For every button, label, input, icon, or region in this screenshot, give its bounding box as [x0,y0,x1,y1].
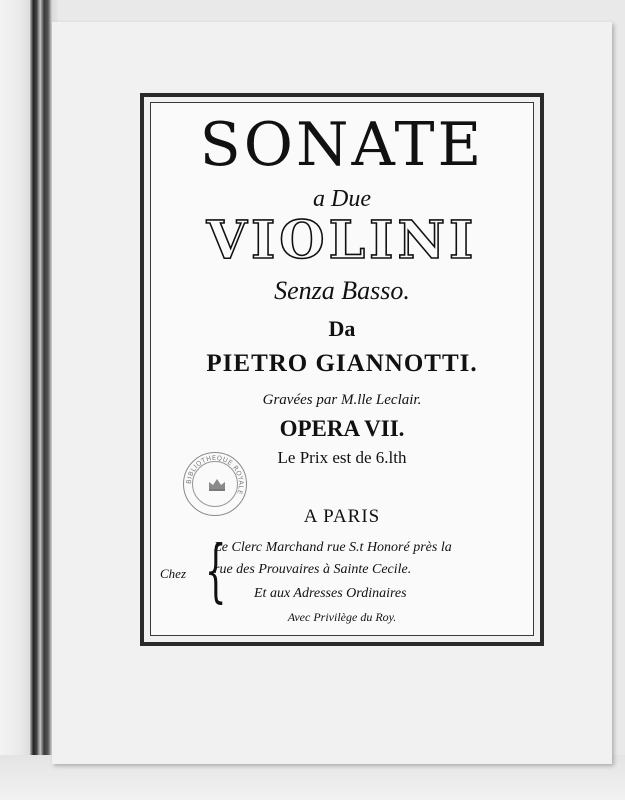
address-line-2: rue des Prouvaires à Sainte Cecile. [214,562,412,577]
stamp-inner-ring [192,461,238,507]
for-line: a Due [313,186,371,212]
publication-city: A PARIS [303,506,381,527]
engraver-line: Gravées par M.lle Leclair. [262,392,422,408]
crown-icon [207,476,227,492]
svg-text:BIBLIOTHEQUE ROYALE: BIBLIOTHEQUE ROYALE [184,453,246,496]
instrument-title: VIOLINI [206,210,478,271]
spine-shadow [30,0,40,800]
library-stamp [183,452,247,516]
privilege-line: Avec Privilège du Roy. [287,610,397,624]
curly-brace: { [204,532,227,611]
by-line: Da [328,316,356,341]
address-line-3: Et aux Adresses Ordinaires [254,586,407,601]
binding-edge [0,0,58,800]
opus-number: OPERA VII. [279,416,405,441]
price-line: Le Prix est de 6.lth [277,448,407,467]
address-line-1: Le Clerc Marchand rue S.t Honoré près la [214,540,452,555]
chez-label: Chez [160,566,186,581]
main-title: SONATE [199,110,485,180]
composer-name: PIETRO GIANNOTTI. [206,350,478,377]
title-page-content [150,102,534,636]
accompaniment-line: Senza Basso. [274,276,410,305]
